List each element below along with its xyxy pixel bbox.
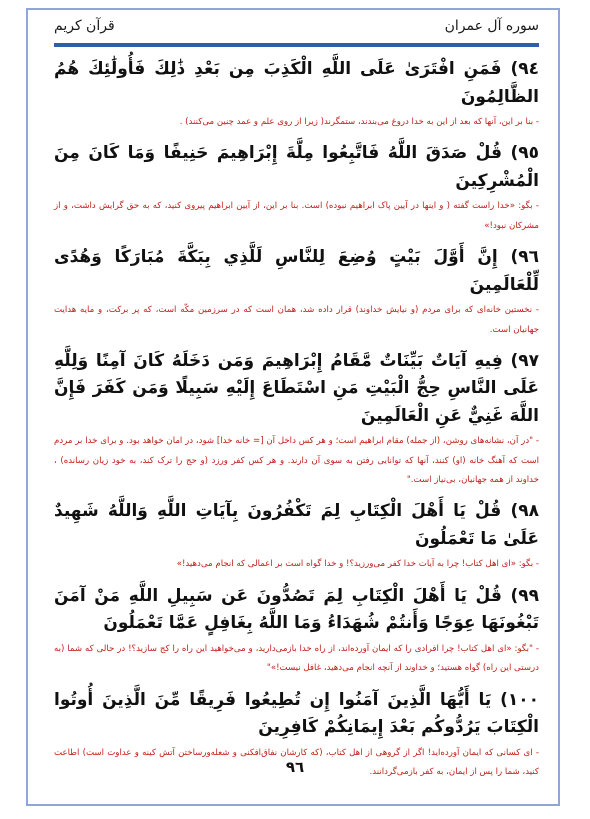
translation-100: - ای کسانی که ایمان آورده‌اید! اگر از گروهی از اهل کتاب، (که کارشان نفاق‌افکنی و شعله‌ورساختن آتش کینه و عداوت است) اطاعت کنید، شما را پس از ایمان، به کفر بازمی‌گردانند.	[54, 747, 539, 777]
translation-98: - بگو: «ای اهل کتاب! چرا به آیات خدا کفر می‌ورزید؟! و خدا گواه است بر اعمالی که انجام می‌دهید!»	[176, 559, 539, 570]
book-title: قرآن کریم	[54, 18, 115, 34]
translation-95: - بگو: «خدا راست گفته ( و اینها در آیین پاک ابراهیم نبوده) است. بنا بر این، از آیین ابراهیم پیروی کنید، که به حق گرایش داشت، و از مشرکان نبود!»	[54, 201, 539, 231]
verse-99: ٩٩) قُلْ يَا أَهْلَ الْكِتَابِ لِمَ تَصُدُّونَ عَن سَبِيلِ اللَّهِ مَنْ آمَنَ تَبْغُونَهَا عِوَجًا وَأَنتُمْ شُهَدَاءُ وَمَا اللَّهُ بِغَافِلٍ عَمَّا تَعْمَلُونَ	[54, 585, 539, 634]
verse-list	[54, 56, 539, 790]
page-header	[54, 18, 539, 40]
surah-title: سوره آل عمران	[444, 18, 539, 34]
verse-98: ٩٨) قُلْ يَا أَهْلَ الْكِتَابِ لِمَ تَكْفُرُونَ بِآيَاتِ اللَّهِ وَاللَّهُ شَهِيدٌ عَلَىٰ مَا تَعْمَلُونَ	[54, 501, 539, 549]
verse-95: ٩٥) قُلْ صَدَقَ اللَّهُ فَاتَّبِعُوا مِلَّةَ إِبْرَاهِيمَ حَنِيفًا وَمَا كَانَ مِنَ الْمُشْرِكِينَ	[54, 143, 539, 191]
translation-99: - "بگو: «ای اهل کتاب! چرا افرادی را که ایمان آورده‌اند، از راه خدا بازمی‌دارید، و می‌خواهید این راه را کج سازید؟! در حالی که شما (به درستی این راه) گواه هستید؛ و خداوند از آنچه انجام می‌دهید، غافل نیست!»"	[54, 643, 539, 674]
translation-97: - "در آن، نشانه‌های روشن، (از جمله) مقام ابراهیم است؛ و هر کس داخل آن [= خانه خدا] شود، در امان خواهد بود. و برای خدا بر مردم است که آهنگ خانه (او) کنند، آنها که توانایی رفتن به سوی آن دارند. و هر کس کفر ورزد (و حج را ترک کند، به خود زیان رسانده) ، خداوند از همه جهانیان، بی‌نیاز است."	[54, 436, 539, 486]
translation-96: - نخستین خانه‌ای که برای مردم (و نیایش خداوند) قرار داده شد، همان است که در سرزمین مکّه است، که پر برکت، و مایه هدایت جهانیان است.	[54, 305, 539, 335]
translation-94: - بنا بر این، آنها که بعد از این به خدا دروغ می‌بندند، ستمگرند( زیرا از روی علم و عمد چنین می‌کنند) .	[179, 117, 539, 128]
verse-97: ٩٧) فِيهِ آيَاتٌ بَيِّنَاتٌ مَّقَامُ إِبْرَاهِيمَ وَمَن دَخَلَهُ كَانَ آمِنًا وَلِلَّهِ عَلَى النَّاسِ حِجُّ الْبَيْتِ مَنِ اسْتَطَاعَ إِلَيْهِ سَبِيلًا وَمَن كَفَرَ فَإِنَّ اللَّهَ غَنِيٌّ عَنِ الْعَالَمِينَ	[54, 350, 539, 426]
verse-100: ١٠٠) يَا أَيُّهَا الَّذِينَ آمَنُوا إِن تُطِيعُوا فَرِيقًا مِّنَ الَّذِينَ أُوتُوا الْكِتَابَ يَرُدُّوكُم بَعْدَ إِيمَانِكُمْ كَافِرِينَ	[54, 689, 539, 738]
verse-94: ٩٤) فَمَنِ افْتَرَىٰ عَلَى اللَّهِ الْكَذِبَ مِن بَعْدِ ذَٰلِكَ فَأُولَٰئِكَ هُمُ الظَّالِمُونَ	[54, 59, 539, 107]
verse-96: ٩٦) إِنَّ أَوَّلَ بَيْتٍ وُضِعَ لِلنَّاسِ لَلَّذِي بِبَكَّةَ مُبَارَكًا وَهُدًى لِّلْعَالَمِينَ	[54, 247, 539, 295]
page-number: ٩٦	[285, 758, 305, 776]
header-divider	[54, 43, 539, 47]
